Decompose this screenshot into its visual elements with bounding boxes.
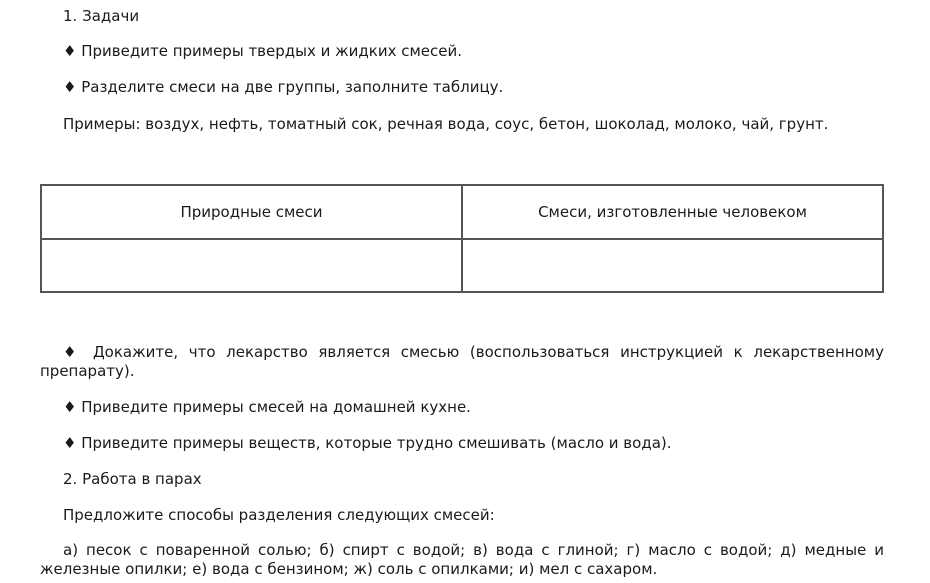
task-bullet-hard-to-mix: ♦ Приведите примеры веществ, которые трудно смешивать (масло и вода).	[63, 434, 672, 452]
examples-text: Примеры: воздух, нефть, томатный сок, речная вода, соус, бетон, шоколад, молоко, чай, грунт.	[63, 115, 829, 133]
section-2-heading: 2. Работа в парах	[63, 470, 202, 488]
mixtures-table	[40, 184, 884, 293]
task-bullet-medicine: ♦ Докажите, что лекарство является смесью (воспользоваться инструкцией к лекарственному препарату).	[40, 343, 884, 380]
section-2-instruction: Предложите способы разделения следующих смесей:	[63, 506, 495, 524]
task-bullet-solid-liquid: ♦ Приведите примеры твердых и жидких смесей.	[63, 42, 463, 60]
task-bullet-kitchen: ♦ Приведите примеры смесей на домашней кухне.	[63, 398, 471, 416]
table-header-row	[41, 185, 883, 239]
section-1-heading: 1. Задачи	[63, 7, 140, 25]
cell-man-made-mixtures	[462, 239, 883, 292]
table-row	[41, 239, 883, 292]
header-natural-mixtures: Природные смеси	[41, 185, 462, 239]
header-man-made-mixtures: Смеси, изготовленные человеком	[462, 185, 883, 239]
task-bullet-divide-mixtures: ♦ Разделите смеси на две группы, заполните таблицу.	[63, 78, 504, 96]
cell-natural-mixtures	[41, 239, 462, 292]
separation-items: а) песок с поваренной солью; б) спирт с водой; в) вода с глиной; г) масло с водой; д) медные и железные опилки; е) вода с бензином; ж) соль с опилками; и) мел с сахаром.	[40, 541, 884, 578]
